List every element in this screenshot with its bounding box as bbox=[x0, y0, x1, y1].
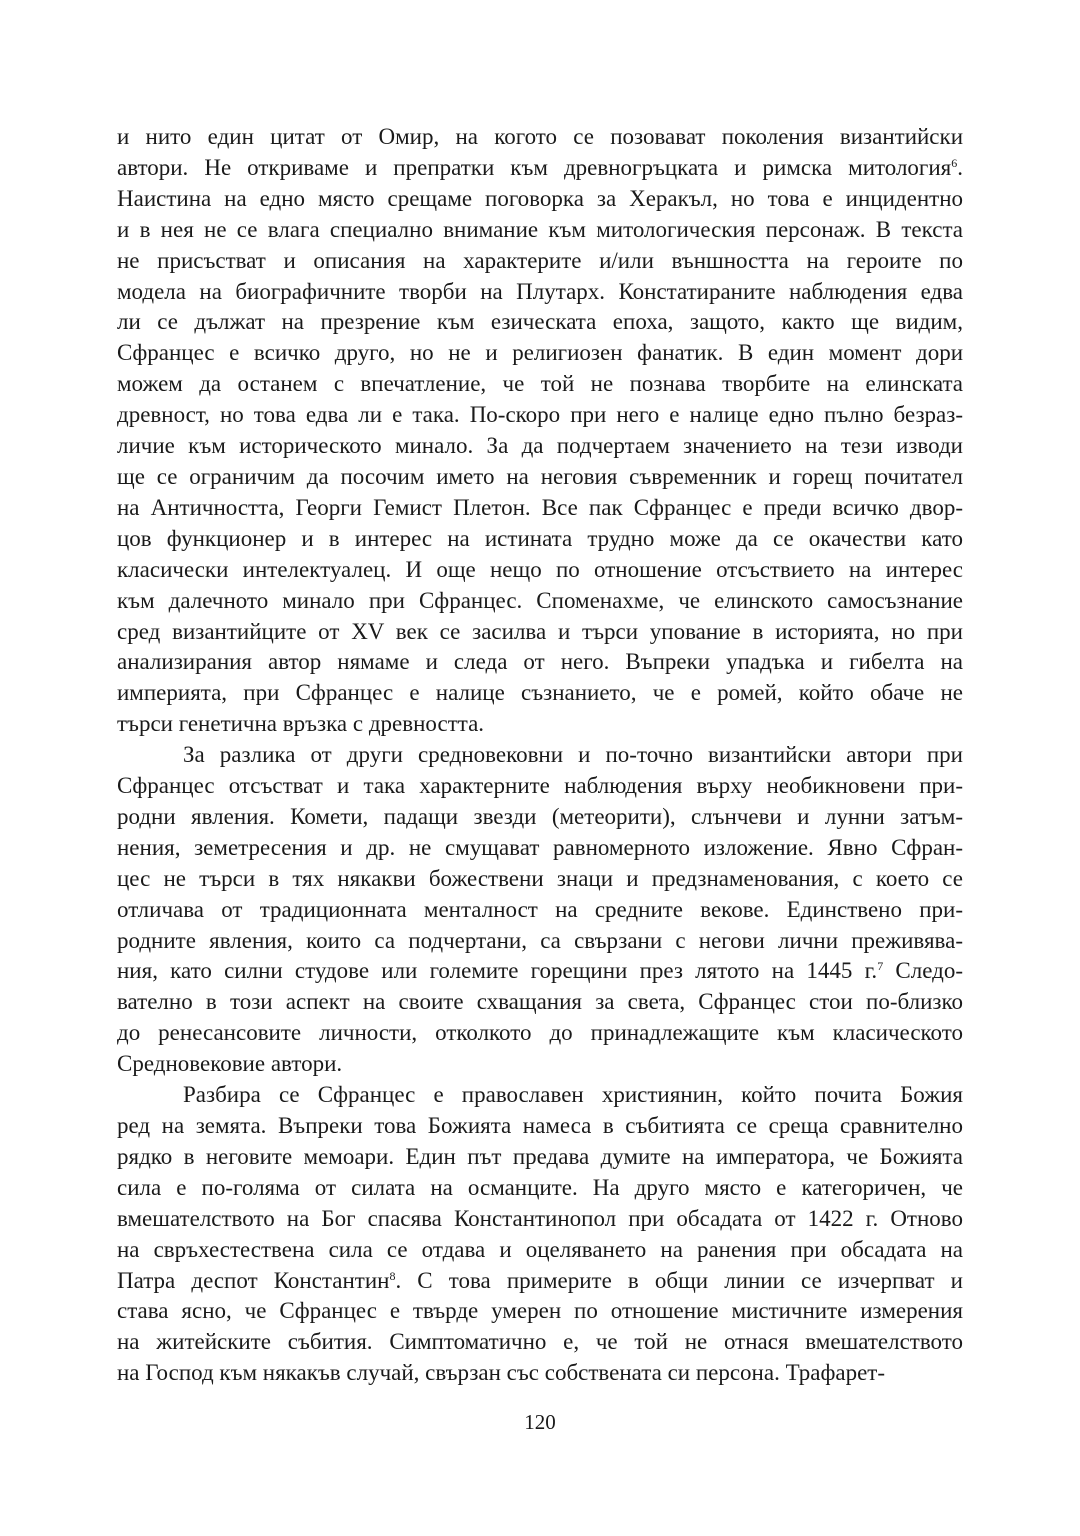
page-body bbox=[117, 122, 963, 1389]
text-line: родни явления. Комети, падащи звезди (метеорити), слънчеви и лунни затъм- bbox=[117, 803, 963, 829]
text-line: ния, като силни студове или големите горещини през лятото на 1445 г.$^7$ Следо- bbox=[117, 958, 963, 984]
text-line: на Господ към някакъв случай, свързан със собствената си персона. Трафарет- bbox=[117, 1360, 885, 1386]
page-number: 120 bbox=[524, 1410, 556, 1434]
text-line: отличава от традиционната менталност на средните векове. Единствено при- bbox=[117, 896, 963, 922]
text-line: Сфранцес е всичко друго, но не и религиозен фанатик. В един момент дори bbox=[117, 340, 963, 366]
text-line: Патра деспот Константин$^8$. С това примерите в общи линии се изчерпват и bbox=[117, 1267, 963, 1293]
text-line: ред на земята. Въпреки това Божията намеса в събитията се среща сравнително bbox=[117, 1113, 963, 1138]
footnote-marker: 8 bbox=[389, 1268, 396, 1283]
text-line: За разлика от други средновековни и по-точно византийски автори при bbox=[183, 742, 963, 768]
text-line: вмешателството на Бог спасява Константинопол при обсадата от 1422 г. Отново bbox=[117, 1205, 963, 1231]
footnote-marker: 7 bbox=[877, 959, 884, 974]
text-line: и нито един цитат от Омир, на когото се позовават поколения византийски bbox=[117, 124, 963, 149]
text-line: Сфранцес отсъстват и така характерните наблюдения върху необикновени при- bbox=[117, 773, 963, 799]
text-line: сила е по-голяма от силата на османците. На друго място е категоричен, че bbox=[117, 1174, 963, 1200]
text-line: търси генетична връзка с древността. bbox=[117, 711, 485, 737]
text-line: родните явления, които са подчертани, са свързани с негови лични преживява- bbox=[117, 927, 963, 953]
text-line: автори. Не откриваме и препратки към древногръцката и римска митология$^6$. bbox=[117, 154, 963, 180]
text-line: модела на биографичните творби на Плутарх. Констатираните наблюдения едва bbox=[117, 278, 963, 304]
text-line: сред византийците от XV век се засилва и търси упование в историята, но при bbox=[117, 618, 963, 644]
text-line: древност, но това едва ли е така. По-скоро при него е налице едно пълно безраз- bbox=[117, 402, 963, 428]
text-line: ще се ограничим да посочим името на неговия съвременник и горещ почитател bbox=[117, 463, 963, 489]
text-line: цес не търси в тях някакви божествени знаци и предзнаменования, с което се bbox=[117, 865, 963, 891]
text-line: Средновековие автори. bbox=[117, 1051, 343, 1077]
paragraph bbox=[117, 122, 963, 740]
text-line: личие към историческото минало. За да подчертаем значението на тези изводи bbox=[117, 433, 963, 459]
text-line: империята, при Сфранцес е налице съзнанието, че е ромей, който обаче не bbox=[117, 680, 963, 706]
paragraph bbox=[117, 740, 963, 1080]
text-line: на свръхестествена сила се отдава и оцеляването на ранения при обсадата на bbox=[117, 1236, 963, 1262]
text-line: към далечното минало при Сфранцес. Споменахме, че елинското самосъзнание bbox=[117, 587, 963, 613]
text-line: класически интелектуалец. И още нещо по отношение отсъствието на интерес bbox=[117, 556, 963, 582]
text-line: не присъстват и описания на характерите и/или външността на героите по bbox=[117, 247, 963, 273]
text-line: рядко в неговите мемоари. Един път предава думите на императора, че Божията bbox=[117, 1143, 963, 1169]
text-line: Наистина на едно място срещаме поговорка за Херакъл, но това е инцидентно bbox=[117, 185, 963, 211]
text-line: става ясно, че Сфранцес е твърде умерен по отношение мистичните измерения bbox=[117, 1298, 963, 1324]
text-line: нения, земетресения и др. не смущават равномерното изложение. Явно Сфран- bbox=[117, 834, 963, 860]
footnote-marker: 6 bbox=[951, 155, 958, 170]
text-line: ли се дължат на презрение към езическата епоха, защото, както ще видим, bbox=[117, 309, 963, 335]
text-line: вателно в този аспект на своите схващания за света, Сфранцес стои по-близко bbox=[117, 989, 963, 1015]
text-line: на житейските събития. Симптоматично е, че той не отнася вмешателството bbox=[117, 1329, 963, 1355]
text-line: анализирания автор нямаме и следа от него. Въпреки упадъка и гибелта на bbox=[117, 649, 963, 675]
text-line: на Античността, Георги Гемист Плетон. Все пак Сфранцес е преди всичко двор- bbox=[117, 494, 963, 520]
text-line: и в нея не се влага специално внимание към митологическия персонаж. В текста bbox=[117, 216, 963, 242]
text-line: Разбира се Сфранцес е православен християнин, който почита Божия bbox=[183, 1082, 963, 1108]
text-line: до ренесансовите личности, отколкото до принадлежащите към класическото bbox=[117, 1020, 963, 1046]
text-line: можем да останем с впечатление, че той не познава творбите на елинската bbox=[117, 371, 963, 397]
paragraph bbox=[117, 1080, 963, 1389]
text-line: цов функционер и в интерес на истината трудно може да се окачестви като bbox=[117, 525, 963, 551]
